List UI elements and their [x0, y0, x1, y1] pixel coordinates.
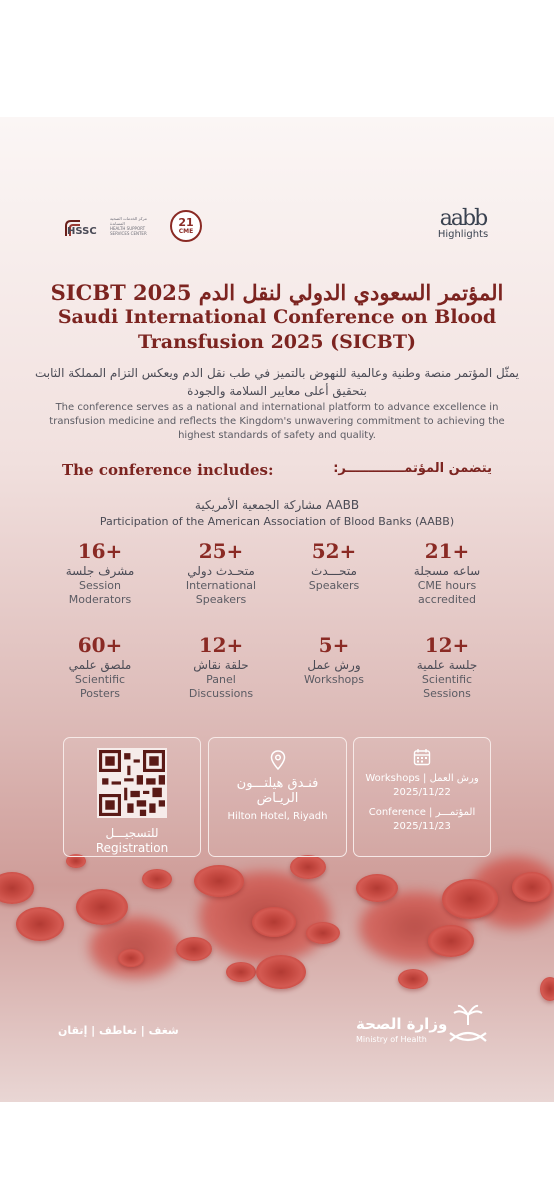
stat-english-2: Discussions: [188, 687, 254, 700]
stat-english: Workshops: [303, 673, 364, 686]
blood-cell: [76, 889, 128, 925]
venue-arabic-1: فنـدق هيلتـــون: [236, 776, 319, 791]
hssc-en-2: SERVICES CENTER: [110, 231, 147, 236]
stat-arabic: ورش عمل: [307, 658, 361, 672]
conference-label: Conference | المؤتمـــر: [368, 807, 476, 818]
blood-cell: [398, 969, 428, 989]
stat-arabic: متحـــدث: [311, 564, 357, 578]
stat-value: 12+: [424, 633, 470, 657]
poster: [0, 117, 554, 1102]
blood-cell: [442, 879, 498, 919]
dates-card: [353, 737, 491, 857]
stat-value: 12+: [198, 633, 244, 657]
stat-english-2: Speakers: [195, 593, 247, 606]
blood-cell: [16, 907, 64, 941]
stat-english: International: [185, 579, 257, 592]
stat-value: 21+: [424, 539, 470, 563]
stat-value: 52+: [311, 539, 357, 563]
cme-number: 21: [178, 215, 194, 229]
calendar-icon: [413, 748, 431, 766]
stat-workshops: [274, 633, 394, 687]
stat-english: Speakers: [308, 579, 360, 592]
stat-value: 5+: [318, 633, 350, 657]
stat-international-speakers: [161, 539, 281, 607]
title-arabic: المؤتمر السعودي الدولي لنقل الدم SICBT 2025: [50, 280, 504, 305]
stat-english-2: accredited: [418, 593, 476, 606]
blood-cell: [256, 955, 306, 989]
stat-english: CME hours: [417, 579, 477, 592]
blood-cell: [226, 962, 256, 982]
stat-arabic: ساعه مسجلة: [413, 564, 481, 578]
blood-cell: [356, 874, 398, 902]
palm-swords-icon: [440, 1003, 496, 1047]
moh-english: Ministry of Health: [356, 1035, 427, 1044]
cme-badge: [170, 210, 202, 242]
blood-cell: [540, 977, 554, 1001]
includes-arabic: يتضمن المؤتمـــــــــــــر:: [333, 461, 492, 476]
includes-english: The conference includes:: [62, 461, 274, 479]
registration-arabic: للتسجيـــل: [105, 826, 159, 840]
stat-panel-discussions: [161, 633, 281, 701]
description-arabic: يمثّل المؤتمر منصة وطنية وعالمية للنهوض بالتميز في طب نقل الدم ويعكس التزام المملكة الثابت بتحقيق أعلى معايير السلامة والجودة: [35, 366, 519, 398]
stat-cme-hours: [387, 539, 507, 607]
hssc-arabic: مركز الخدمات الصحية المساندة: [110, 216, 147, 226]
stat-arabic: مشرف جلسة: [65, 564, 135, 578]
footer-slogan: شغف | تعاطف | إتقان: [58, 1024, 179, 1037]
stat-arabic: ملصق علمي: [68, 658, 132, 672]
blood-cell: [176, 937, 212, 961]
hssc-en-1: HEALTH SUPPORT: [110, 226, 146, 231]
aabb-mark: aabb: [439, 206, 487, 231]
blood-cell: [252, 907, 296, 937]
registration-english: Registration: [95, 841, 169, 855]
venue-arabic-2: الريـاض: [256, 791, 299, 806]
stat-english-2: Posters: [79, 687, 121, 700]
blood-cell: [118, 949, 144, 967]
title-english: Saudi International Conference on Blood Transfusion 2025 (SICBT): [57, 306, 497, 353]
aabb-highlights: Highlights: [437, 229, 489, 240]
blood-cell: [142, 869, 172, 889]
stat-scientific-posters: [40, 633, 160, 701]
stat-arabic: متحـدث دولي: [187, 564, 255, 578]
blood-cell: [512, 872, 552, 902]
description-english: The conference serves as a national and international platform to advance excellence in transfusion medicine and reflects the Kingdom's unwavering commitment to achieving the highest standards of safety and quality.: [49, 402, 505, 441]
stat-value: 60+: [77, 633, 123, 657]
participation-english: Participation of the American Association of Blood Banks (AABB): [99, 515, 455, 528]
registration-card[interactable]: [63, 737, 201, 857]
stat-english: Session: [79, 579, 121, 592]
venue-card: [208, 737, 347, 857]
workshops-label: Workshops | ورش العمل: [365, 773, 479, 784]
stat-value: 25+: [198, 539, 244, 563]
stat-english: Scientific: [74, 673, 126, 686]
workshops-date: 2025/11/22: [393, 787, 451, 798]
stat-arabic: حلقة نقاش: [193, 658, 249, 672]
blood-cell: [428, 925, 474, 957]
moh-arabic: وزارة الصحة: [356, 1015, 448, 1033]
location-pin-icon: [270, 750, 286, 770]
blood-cell: [0, 872, 34, 904]
stat-english-2: Moderators: [68, 593, 132, 606]
cme-text: CME: [178, 227, 194, 235]
hssc-logo: [62, 214, 162, 248]
stat-arabic: جلسة علمية: [416, 658, 478, 672]
stat-scientific-sessions: [387, 633, 507, 701]
stat-english: Panel: [206, 673, 236, 686]
hssc-label: HSSC: [67, 226, 97, 237]
venue-english: Hilton Hotel, Riyadh: [227, 811, 328, 822]
blood-cell: [290, 855, 326, 879]
qr-code-icon[interactable]: [97, 748, 167, 818]
stat-value: 16+: [77, 539, 123, 563]
participation-arabic: مشاركة الجمعية الأمريكية AABB: [194, 498, 360, 512]
moh-logo: [440, 1003, 496, 1047]
stat-english-2: Sessions: [423, 687, 471, 700]
stat-speakers: [274, 539, 394, 593]
stat-session-moderators: [40, 539, 160, 607]
conference-date: 2025/11/23: [393, 821, 451, 832]
aabb-logo: [432, 206, 494, 241]
blood-cell: [90, 917, 180, 977]
blood-cell: [306, 922, 340, 944]
blood-cell: [194, 865, 244, 897]
stat-english: Scientific: [421, 673, 473, 686]
